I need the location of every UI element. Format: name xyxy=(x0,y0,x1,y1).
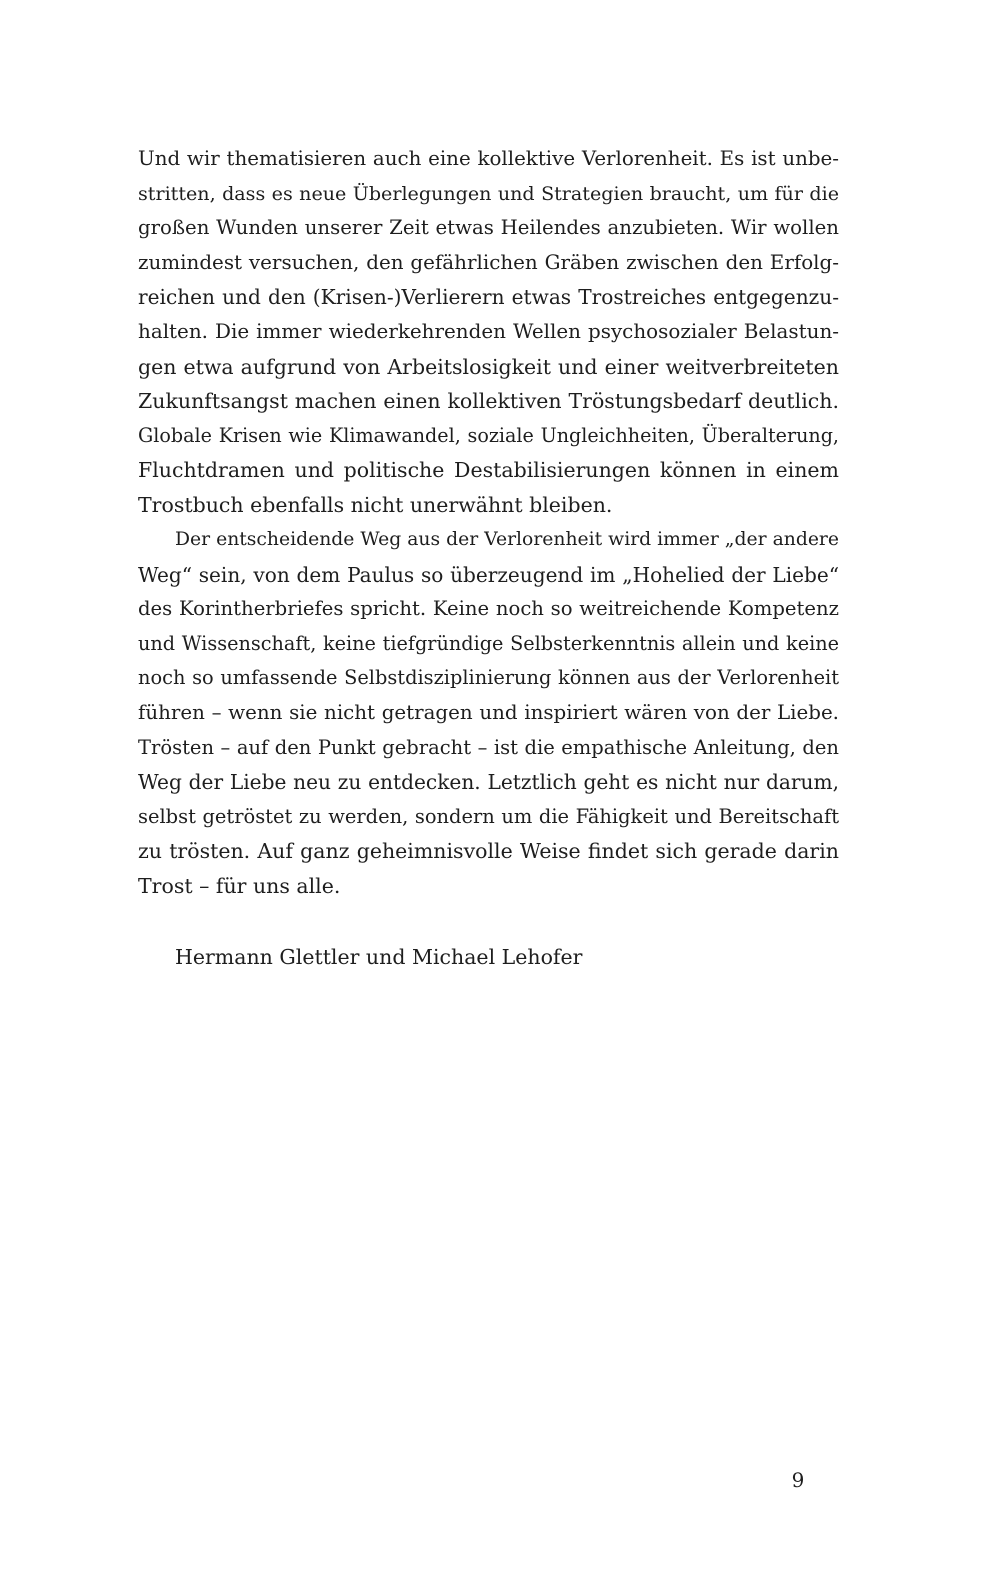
text-line: stritten, dass es neue Überlegungen und Strategien braucht, um für die xyxy=(138,182,839,205)
body-paragraph-2 xyxy=(138,523,839,904)
author-signature: Hermann Glettler und Michael Lehofer xyxy=(175,945,583,969)
text-line: Zukunftsangst machen einen kollektiven Tröstungsbedarf deutlich. xyxy=(138,389,839,414)
text-line: Und wir thematisieren auch eine kollektive Verlorenheit. Es ist unbe- xyxy=(138,147,839,170)
text-line: halten. Die immer wiederkehrenden Wellen psychosozialer Belastun- xyxy=(138,319,839,343)
text-line: reichen und den (Krisen-)Verlierern etwas Trostreiches entgegenzu- xyxy=(138,285,839,310)
text-line: gen etwa aufgrund von Arbeitslosigkeit und einer weitverbreiteten xyxy=(138,354,839,379)
body-paragraph-1 xyxy=(138,142,839,523)
text-line: zu trösten. Auf ganz geheimnisvolle Weise findet sich gerade darin xyxy=(138,839,839,864)
text-line: zumindest versuchen, den gefährlichen Gräben zwischen den Erfolg- xyxy=(138,250,839,274)
page-number: 9 xyxy=(791,1468,805,1492)
text-line: Der entscheidende Weg aus der Verlorenheit wird immer „der andere xyxy=(175,529,839,550)
text-line: Trost – für uns alle. xyxy=(138,873,341,898)
text-line: und Wissenschaft, keine tiefgründige Selbsterkenntnis allein und keine xyxy=(138,631,839,655)
text-line: Fluchtdramen und politische Destabilisierungen können in einem xyxy=(138,458,839,483)
text-line: Weg“ sein, von dem Paulus so überzeugend im „Hohelied der Liebe“ xyxy=(138,562,839,587)
text-line: Weg der Liebe neu zu entdecken. Letztlich geht es nicht nur darum, xyxy=(138,770,839,795)
text-line: Trösten – auf den Punkt gebracht – ist die empathische Anleitung, den xyxy=(138,735,839,759)
text-line: Trostbuch ebenfalls nicht unerwähnt bleiben. xyxy=(138,492,613,517)
text-line: großen Wunden unserer Zeit etwas Heilendes anzubieten. Wir wollen xyxy=(138,216,839,240)
text-line: führen – wenn sie nicht getragen und inspiriert wären von der Liebe. xyxy=(138,700,839,724)
text-line: selbst getröstet zu werden, sondern um die Fähigkeit und Bereitschaft xyxy=(138,804,839,828)
text-line: Globale Krisen wie Klimawandel, soziale Ungleichheiten, Überalterung, xyxy=(138,423,839,447)
text-line: des Korintherbriefes spricht. Keine noch so weitreichende Kompetenz xyxy=(138,597,839,621)
text-line: noch so umfassende Selbstdisziplinierung können aus der Verlorenheit xyxy=(138,666,839,690)
